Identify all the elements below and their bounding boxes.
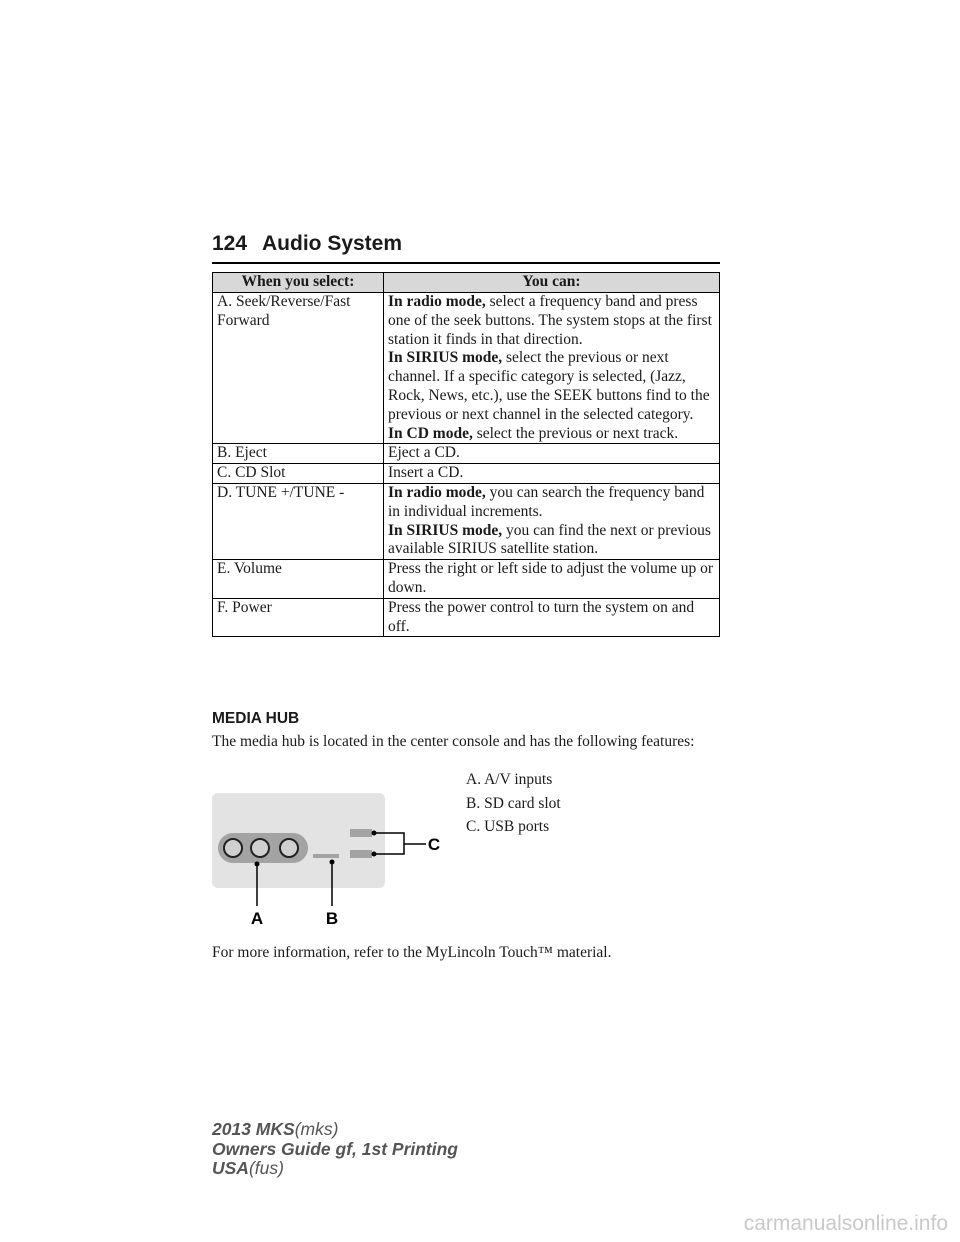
table-cell-description: Insert a CD. bbox=[384, 464, 720, 484]
table-row bbox=[213, 483, 720, 559]
description-paragraph bbox=[388, 293, 715, 349]
list-item: A. A/V inputs bbox=[466, 771, 553, 788]
section-title: Audio System bbox=[262, 232, 403, 255]
paragraph-lead: In CD mode, bbox=[388, 424, 473, 442]
table-row bbox=[213, 444, 720, 464]
paragraph-lead: In radio mode, bbox=[388, 483, 486, 501]
table-row bbox=[213, 560, 720, 599]
av-jack bbox=[251, 839, 269, 857]
list-item: B. SD card slot bbox=[466, 794, 561, 812]
list-item: C. USB ports bbox=[466, 818, 550, 835]
table-cell-item: A. Seek/Reverse/Fast Forward bbox=[213, 293, 384, 444]
callout-label-a: A bbox=[250, 909, 264, 928]
av-jack bbox=[224, 839, 242, 857]
description-paragraph bbox=[388, 484, 715, 522]
column-header-select: When you select: bbox=[213, 273, 384, 293]
usb-port bbox=[350, 850, 372, 858]
paragraph-text: select the previous or next channel. If a specific category is selected, (Jazz, Rock, News, etc.), use the SEEK buttons find to the previous or next channel in the selected category. bbox=[388, 349, 710, 423]
footer-market-code: (fus) bbox=[248, 1158, 284, 1178]
paragraph-text: you can search the frequency band in individual increments. bbox=[388, 483, 705, 520]
media-hub-feature-list bbox=[466, 770, 561, 841]
sd-card-slot bbox=[313, 854, 339, 858]
paragraph-lead: In SIRIUS mode, bbox=[388, 349, 503, 367]
callout-label-b: B bbox=[325, 909, 339, 928]
table-cell-description: Press the right or left side to adjust the volume up or down. bbox=[384, 560, 720, 599]
print-footer bbox=[212, 1120, 458, 1179]
controls-table bbox=[212, 272, 720, 637]
paragraph-text: you can find the next or previous available SIRIUS satellite station. bbox=[388, 521, 711, 558]
table-header-row bbox=[213, 273, 720, 293]
table-cell-item: C. CD Slot bbox=[213, 464, 384, 484]
table-cell-description bbox=[384, 483, 720, 559]
header-divider bbox=[212, 262, 720, 264]
media-hub-heading: MEDIA HUB bbox=[212, 710, 300, 727]
paragraph-text: select the previous or next track. bbox=[472, 424, 679, 442]
watermark: carmanualsonline.info bbox=[743, 1212, 948, 1235]
table-cell-description: Press the power control to turn the system on and off. bbox=[384, 598, 720, 637]
footer-market: USA bbox=[212, 1158, 249, 1178]
media-hub-diagram bbox=[212, 790, 452, 930]
table-row bbox=[213, 464, 720, 484]
table-cell-item: D. TUNE +/TUNE - bbox=[213, 483, 384, 559]
footer-model: 2013 MKS bbox=[212, 1119, 295, 1139]
paragraph-lead: In SIRIUS mode, bbox=[388, 521, 503, 539]
callout-label-c: C bbox=[427, 835, 441, 854]
av-jack bbox=[280, 839, 298, 857]
page-header bbox=[212, 232, 720, 262]
footer-printing: Owners Guide gf, 1st Printing bbox=[212, 1138, 458, 1159]
table-cell-item: F. Power bbox=[213, 598, 384, 637]
description-paragraph bbox=[388, 425, 715, 444]
table-cell-item: B. Eject bbox=[213, 444, 384, 464]
paragraph-lead: In radio mode, bbox=[388, 293, 486, 310]
footer-line bbox=[212, 1120, 458, 1140]
footer-line bbox=[212, 1159, 458, 1179]
table-cell-description bbox=[384, 293, 720, 444]
table-row bbox=[213, 293, 720, 444]
usb-port bbox=[350, 829, 372, 837]
description-paragraph bbox=[388, 349, 715, 424]
column-header-can: You can: bbox=[384, 273, 720, 293]
media-hub-illustration bbox=[212, 790, 452, 930]
table-cell-item: E. Volume bbox=[213, 560, 384, 599]
page-number: 124 bbox=[212, 232, 248, 255]
media-hub-intro: The media hub is located in the center console and has the following features: bbox=[212, 733, 695, 750]
table-cell-description: Eject a CD. bbox=[384, 444, 720, 464]
table-row bbox=[213, 598, 720, 637]
footer-model-code: (mks) bbox=[294, 1119, 339, 1139]
paragraph-text: select a frequency band and press one of the seek buttons. The system stops at the first station it finds in that direction. bbox=[388, 293, 712, 348]
description-paragraph bbox=[388, 522, 715, 560]
reference-note: For more information, refer to the MyLincoln Touch™ material. bbox=[212, 944, 612, 961]
